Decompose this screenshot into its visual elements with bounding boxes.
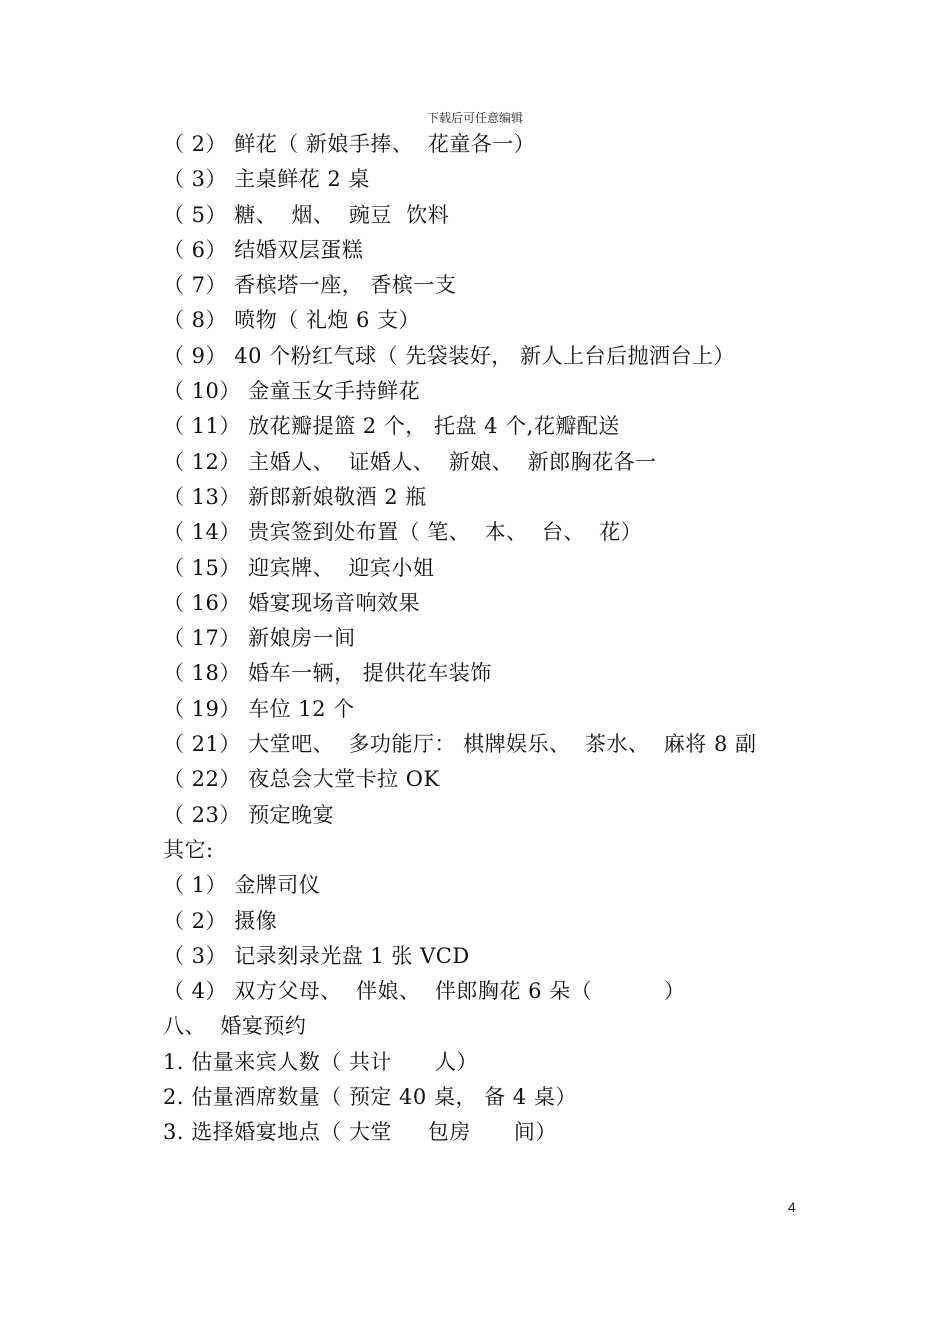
list-item: （ 2） 鲜花（ 新娘手捧、 花童各一） [163, 132, 536, 156]
list-item: 3. 选择婚宴地点（ 大堂 包房 间） [163, 1120, 557, 1145]
document-body [163, 127, 863, 1151]
section-heading-other: 其它: [163, 837, 214, 862]
list-item: （ 10） 金童玉女手持鲜花 [163, 379, 421, 404]
list-item: （ 23） 预定晚宴 [163, 802, 335, 827]
page-number: 4 [788, 1199, 796, 1215]
list-item: （ 9） 40 个粉红气球（ 先袋装好， 新人上台后抛洒台上） [163, 343, 735, 368]
list-item: 2. 估量酒席数量（ 预定 40 桌， 备 4 桌） [163, 1085, 577, 1110]
list-item: （ 7） 香槟塔一座， 香槟一支 [163, 273, 457, 298]
list-item: （ 5） 糖、 烟、 豌豆 饮料 [163, 202, 450, 227]
list-item: （ 12） 主婚人、 证婚人、 新娘、 新郎胸花各一 [163, 449, 657, 474]
list-item: （ 6） 结婚双层蛋糕 [163, 237, 364, 262]
list-item: （ 21） 大堂吧、 多功能厅： 棋牌娱乐、 茶水、 麻将 8 副 [163, 732, 757, 757]
list-item: 1. 估量来宾人数（ 共计 人） [163, 1049, 478, 1074]
list-item: （ 11） 放花瓣提篮 2 个， 托盘 4 个,花瓣配送 [163, 414, 620, 439]
list-item: （ 17） 新娘房一间 [163, 626, 356, 651]
list-item: （ 1） 金牌司仪 [163, 873, 321, 898]
list-item: （ 15） 迎宾牌、 迎宾小姐 [163, 555, 435, 580]
list-item: （ 2） 摄像 [163, 908, 278, 933]
list-item: （ 16） 婚宴现场音响效果 [163, 590, 421, 615]
section-heading-reservation: 八、 婚宴预约 [163, 1014, 307, 1039]
list-item: （ 4） 双方父母、 伴娘、 伴郎胸花 6 朵（ ） [163, 979, 686, 1004]
list-item: （ 3） 记录刻录光盘 1 张 VCD [163, 943, 470, 968]
list-item: （ 22） 夜总会大堂卡拉 OK [163, 767, 440, 792]
list-item: （ 13） 新郎新娘敬酒 2 瓶 [163, 484, 427, 509]
list-item: （ 14） 贵宾签到处布置（ 笔、 本、 台、 花） [163, 520, 643, 545]
list-item: （ 8） 喷物（ 礼炮 6 支） [163, 308, 421, 333]
list-item: （ 18） 婚车一辆， 提供花车装饰 [163, 661, 492, 686]
list-item: （ 19） 车位 12 个 [163, 696, 355, 721]
list-item: （ 3） 主桌鲜花 2 桌 [163, 167, 370, 192]
page-header-note: 下载后可任意编辑 [426, 111, 523, 125]
